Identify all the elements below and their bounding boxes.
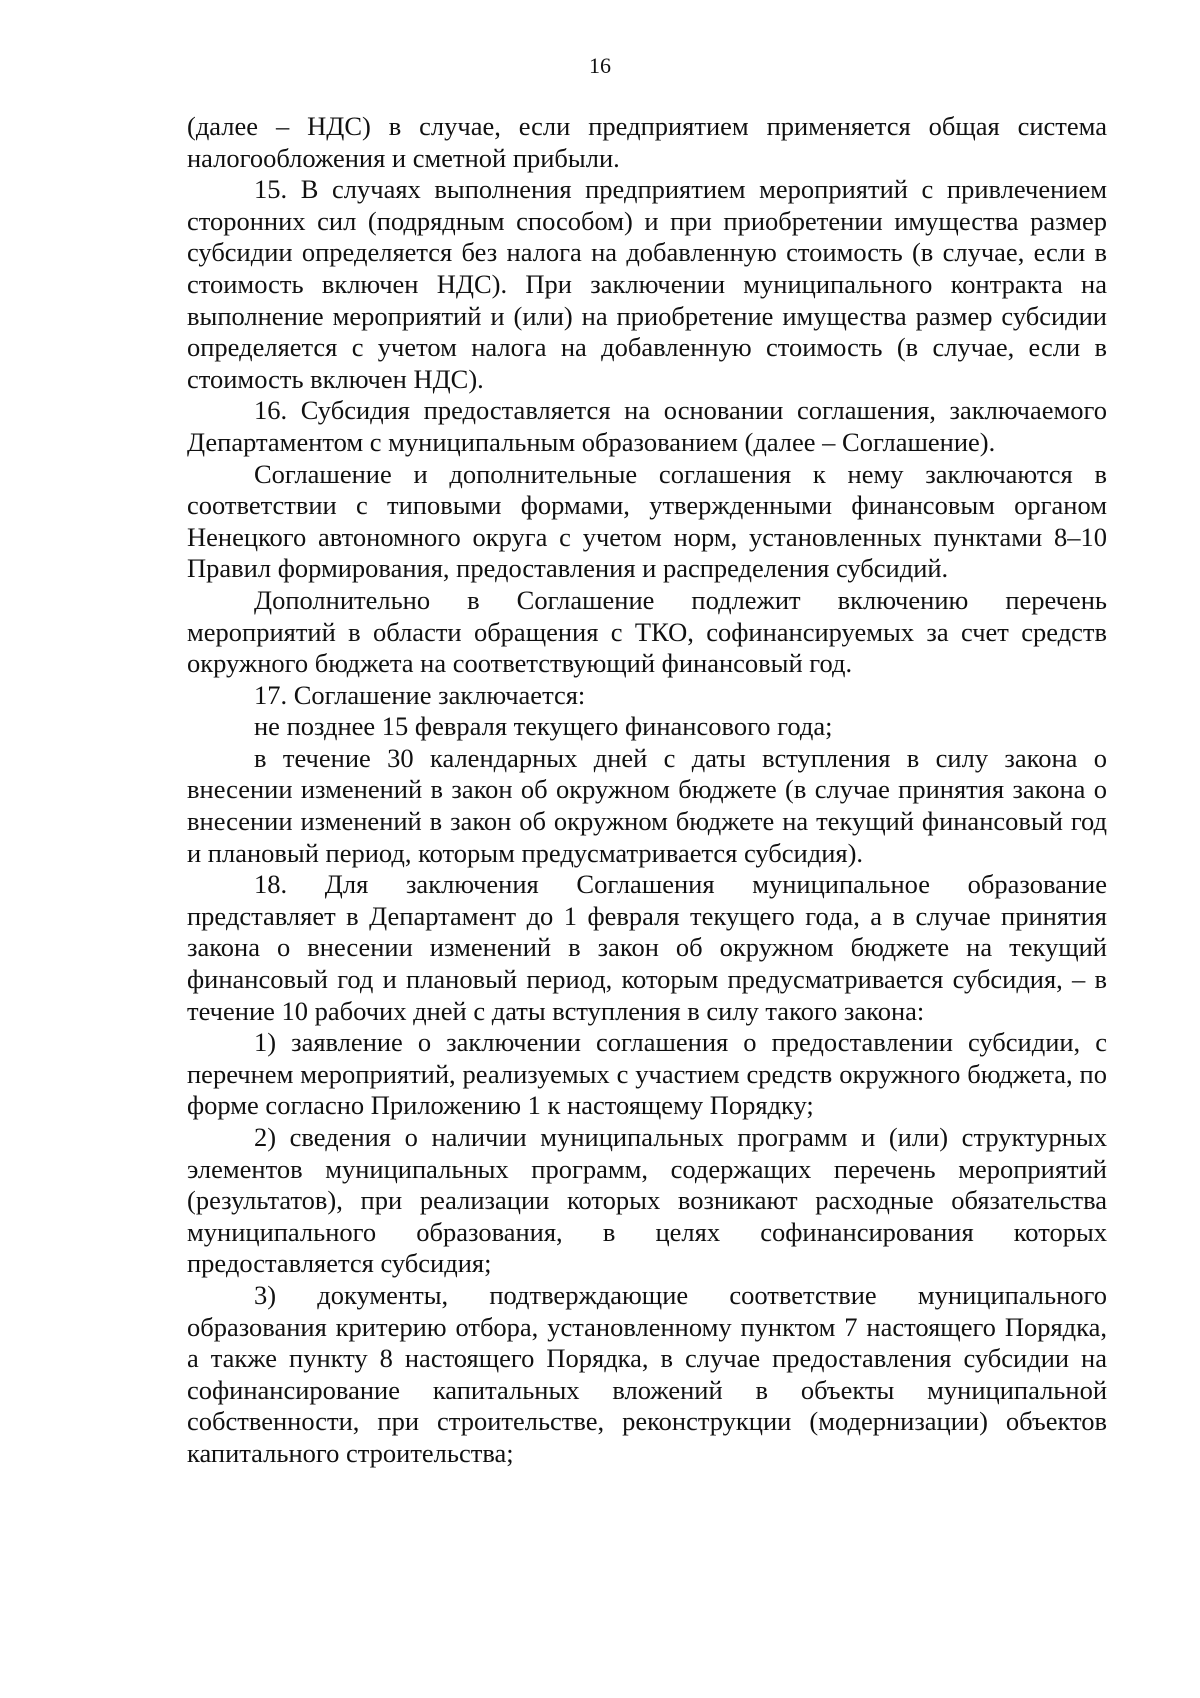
paragraph: в течение 30 календарных дней с даты вступления в силу закона о внесении изменений в закон об окружном бюджете (в случае принятия закона о внесении изменений в закон об окружном бюджете на текущий финансовый год и плановый период, которым предусматривается субсидия). [187, 742, 1107, 868]
page-number: 16 [589, 53, 611, 78]
paragraph: 16. Субсидия предоставляется на основании соглашения, заключаемого Департаментом с муниципальным образованием (далее – Соглашение). [187, 395, 1107, 457]
paragraph: (далее – НДС) в случае, если предприятием применяется общая система налогообложения и сметной прибыли. [187, 111, 1107, 173]
paragraph: 18. Для заключения Соглашения муниципальное образование представляет в Департамент до 1 февраля текущего года, а в случае принятия закона о внесении изменений в закон об окружном бюджете на текущий финансовый год и плановый период, которым предусматривается субсидия, – в течение 10 рабочих дней с даты вступления в силу такого закона: [187, 869, 1107, 1026]
paragraph: 1) заявление о заключении соглашения о предоставлении субсидии, с перечнем мероприятий, реализуемых с участием средств окружного бюджета, по форме согласно Приложению 1 к настоящему Порядку; [187, 1027, 1107, 1121]
paragraph: 17. Соглашение заключается: [254, 679, 586, 710]
paragraph: 2) сведения о наличии муниципальных программ и (или) структурных элементов муниципальных программ, содержащих перечень мероприятий (результатов), при реализации которых возникают расходные обязательства муниципального образования, в целях софинансирования которых предоставляется субсидия; [187, 1122, 1107, 1279]
paragraph: Дополнительно в Соглашение подлежит включению перечень мероприятий в области обращения с ТКО, софинансируемых за счет средств окружного бюджета на соответствующий финансовый год. [187, 584, 1107, 679]
paragraph: 3) документы, подтверждающие соответствие муниципального образования критерию отбора, установленному пунктом 7 настоящего Порядка, а также пункту 8 настоящего Порядка, в случае предоставления субсидии на софинансирование капитальных вложений в объекты муниципальной собственности, при строительстве, реконструкции (модернизации) объектов капитального строительства; [187, 1279, 1107, 1468]
paragraph: не позднее 15 февраля текущего финансового года; [254, 711, 833, 742]
document-body [187, 111, 1107, 1470]
paragraph: Соглашение и дополнительные соглашения к нему заключаются в соответствии с типовыми формами, утвержденными финансовым органом Ненецкого автономного округа с учетом норм, установленных пунктами 8–10 Правил формирования, предоставления и распределения субсидий. [187, 458, 1107, 584]
paragraph: 15. В случаях выполнения предприятием мероприятий с привлечением сторонних сил (подрядным способом) и при приобретении имущества размер субсидии определяется без налога на добавленную стоимость (в случае, если в стоимость включен НДС). При заключении муниципального контракта на выполнение мероприятий и (или) на приобретение имущества размер субсидии определяется с учетом налога на добавленную стоимость (в случае, если в стоимость включен НДС). [187, 174, 1107, 394]
